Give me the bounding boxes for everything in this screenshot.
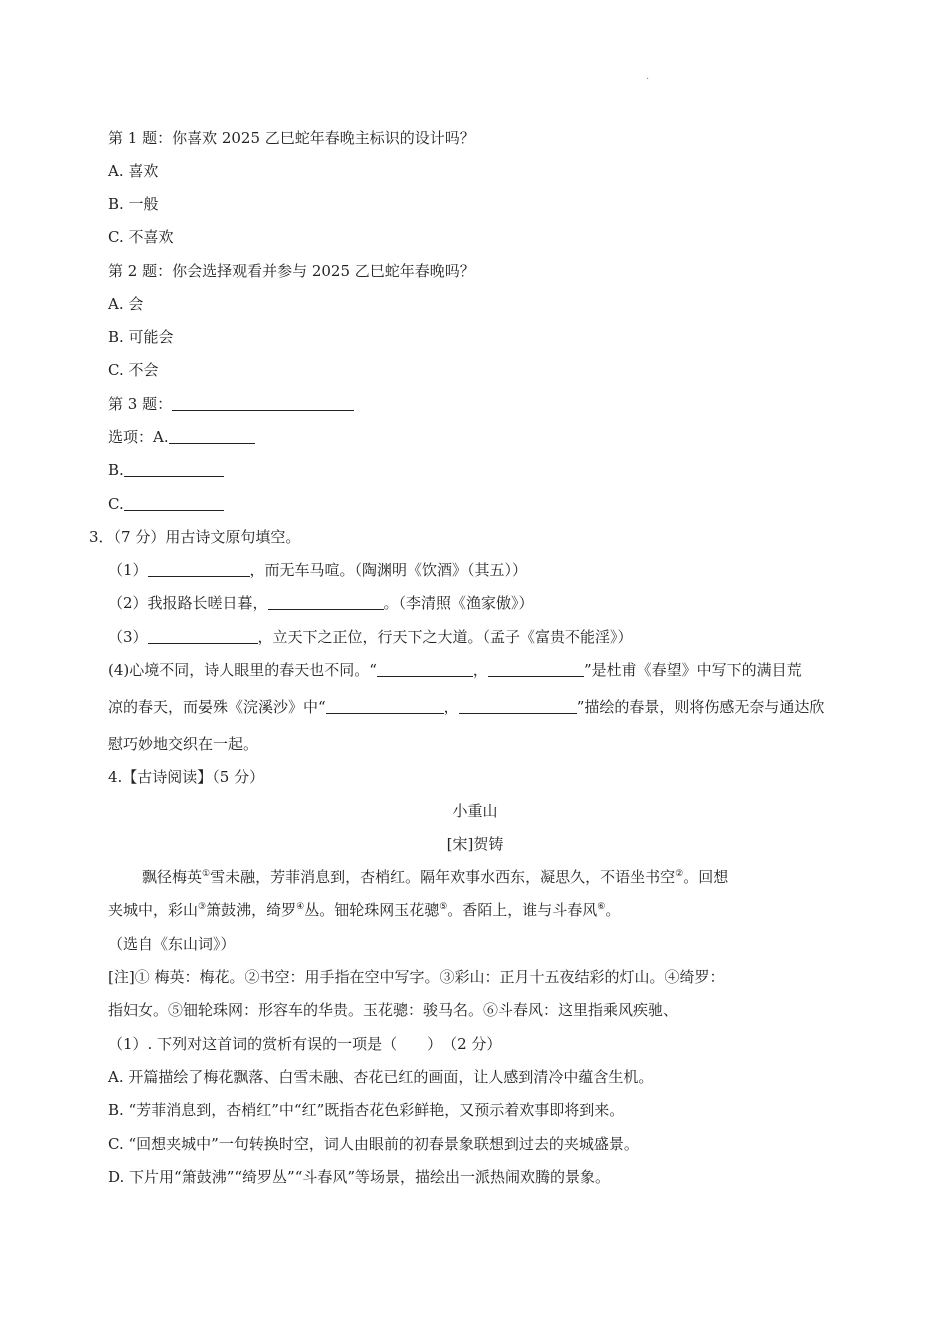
q4-option-d: D. 下片用“箫鼓沸”“绮罗丛”“斗春风”等场景，描绘出一派热闹欢腾的景象。 — [108, 1168, 611, 1186]
poem-l2-e: 。 — [605, 901, 621, 919]
q3-item4-l1-mid: ， — [472, 661, 488, 679]
poem-sup6: ⑥ — [597, 902, 606, 912]
survey-options-a — [108, 427, 255, 447]
q4-subquestion-1: （1）. 下列对这首词的赏析有误的一项是（ ） （2 分） — [108, 1035, 502, 1053]
poem-sup4: ④ — [296, 902, 305, 912]
survey-option-c-blank[interactable] — [124, 495, 224, 511]
survey-q1-option-b: B. 一般 — [108, 195, 159, 213]
q4-option-c: C. “回想夹城中”一句转换时空，词人由眼前的初春景象联想到过去的夹城盛景。 — [108, 1135, 639, 1153]
q3-item3-post: ，立天下之正位，行天下之大道。（孟子《富贵不能淫》） — [257, 628, 633, 646]
survey-option-b-label: B. — [108, 461, 124, 479]
survey-options-c — [108, 494, 224, 514]
q3-item4-l2-mid: ， — [443, 698, 459, 716]
survey-q2-option-b: B. 可能会 — [108, 328, 174, 346]
survey-option-a-blank[interactable] — [169, 428, 255, 444]
survey-q2-option-c: C. 不会 — [108, 361, 159, 379]
survey-q2-option-a: A. 会 — [108, 295, 144, 313]
poem-l2-c: 丛。钿轮珠网玉花骢 — [304, 901, 440, 919]
q3-item3-blank[interactable] — [148, 628, 258, 644]
poem-l2-d: 。香陌上，谁与斗春风 — [447, 901, 598, 919]
survey-option-c-label: C. — [108, 495, 124, 513]
poem-l1-c: 。回想 — [683, 868, 729, 886]
q3-item2-pre: （2）我报路长嗟日暮， — [108, 594, 268, 612]
q3-item4-l1-pre: (4)心境不同，诗人眼里的春天也不同。“ — [108, 661, 377, 679]
survey-q1-option-a: A. 喜欢 — [108, 162, 159, 180]
q3-item2-blank[interactable] — [268, 594, 384, 610]
poem-note-line2: 指妇女。⑤钿轮珠网：形容车的华贵。玉花骢：骏马名。⑥斗春风：这里指乘风疾驰、 — [108, 1001, 679, 1019]
survey-q3-label: 第 3 题： — [108, 395, 173, 413]
q3-item4-line2 — [108, 697, 824, 717]
survey-options-label: 选项：A. — [108, 428, 169, 446]
q3-item1 — [108, 560, 527, 580]
poem-author: [宋]贺铸 — [446, 835, 504, 853]
poem-l2-b: 箫鼓沸，绮罗 — [206, 901, 297, 919]
q3-item4-blank1[interactable] — [377, 661, 473, 677]
q3-item3 — [108, 627, 633, 647]
survey-options-b — [108, 460, 224, 480]
q4-option-b: B. “芳菲消息到，杏梢红”中“红”既指杏花色彩鲜艳，又预示着欢事即将到来。 — [108, 1101, 625, 1119]
survey-q1: 第 1 题：你喜欢 2025 乙巳蛇年春晚主标识的设计吗？ — [108, 129, 475, 147]
q3-item4-line3: 慰巧妙地交织在一起。 — [108, 735, 259, 753]
poem-title: 小重山 — [452, 802, 498, 820]
poem-l1-b: 雪未融，芳菲消息到，杏梢红。隔年欢事水西东，凝思久，不语坐书空 — [210, 868, 676, 886]
survey-q3 — [108, 394, 354, 414]
q3-item2-post: 。（李清照《渔家傲》） — [383, 594, 534, 612]
poem-l2-a: 夹城中，彩山 — [108, 901, 199, 919]
q3-item4-blank3[interactable] — [326, 698, 444, 714]
q3-item4-l2-post: ”描绘的春景，则将伤感无奈与通达欣 — [576, 698, 825, 716]
q3-item2 — [108, 593, 534, 613]
q3-item3-pre: （3） — [108, 628, 148, 646]
q3-item4-line1 — [108, 660, 802, 680]
poem-sup3: ③ — [198, 902, 207, 912]
poem-line1 — [142, 867, 728, 887]
q4-option-a: A. 开篇描绘了梅花飘落、白雪未融、杏花已红的画面，让人感到清冷中蕴含生机。 — [108, 1068, 654, 1086]
q3-heading: 3．（7 分）用古诗文原句填空。 — [89, 528, 301, 546]
q3-item1-pre: （1） — [108, 561, 148, 579]
survey-q3-blank[interactable] — [172, 395, 354, 411]
poem-line2 — [108, 900, 620, 920]
q3-item4-l1-post: ”是杜甫《春望》中写下的满目荒 — [583, 661, 802, 679]
poem-l1-a: 飘径梅英 — [142, 868, 203, 886]
q3-item1-blank[interactable] — [148, 561, 250, 577]
q3-item4-blank4[interactable] — [459, 698, 577, 714]
survey-q1-option-c: C. 不喜欢 — [108, 228, 174, 246]
top-mark: · — [646, 74, 650, 85]
poem-sup1: ① — [202, 869, 211, 879]
survey-q2: 第 2 题：你会选择观看并参与 2025 乙巳蛇年春晚吗？ — [108, 262, 475, 280]
survey-option-b-blank[interactable] — [124, 461, 224, 477]
poem-note-line1: [注]① 梅英：梅花。②书空：用手指在空中写字。③彩山：正月十五夜结彩的灯山。④绮罗： — [108, 968, 725, 986]
q3-item4-l2-pre: 凉的春天，而晏殊《浣溪沙》中“ — [108, 698, 326, 716]
poem-sup5: ⑤ — [439, 902, 448, 912]
q3-item1-post: ，而无车马喧。（陶渊明《饮酒》（其五）） — [249, 561, 528, 579]
q4-heading: 4.【古诗阅读】（5 分） — [108, 768, 265, 786]
poem-sup2: ② — [675, 869, 684, 879]
poem-source: （选自《东山词》） — [108, 935, 236, 953]
q3-item4-blank2[interactable] — [488, 661, 584, 677]
